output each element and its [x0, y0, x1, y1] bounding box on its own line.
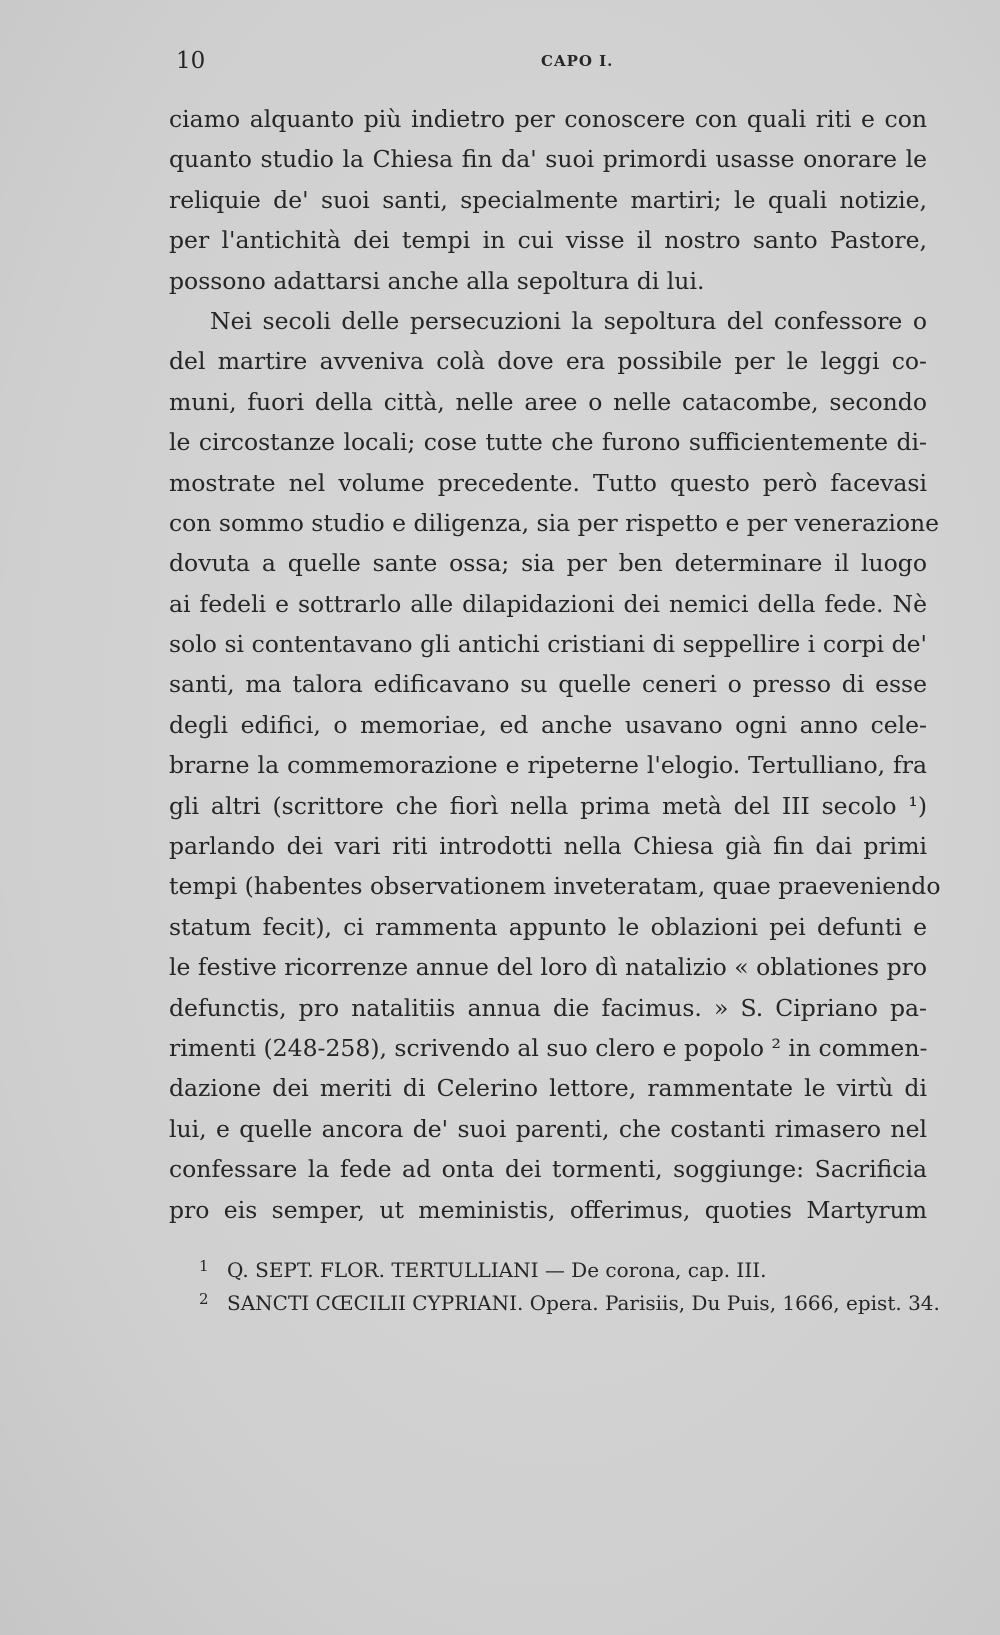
running-head: CAPO I. — [541, 52, 614, 70]
page-number: 10 — [176, 48, 206, 74]
text-line: statum fecit), ci rammenta appunto le oblazioni pei defunti e — [169, 912, 927, 941]
text-line: tempi (habentes observationem inveteratam, quae praeveniendo — [169, 872, 941, 901]
footnote-text: SANCTI CŒCILII CYPRIANI. Opera. Parisiis, Du Puis, 1666, epist. 34. — [227, 1291, 940, 1315]
text-line: santi, ma talora edificavano su quelle ceneri o presso di esse — [169, 670, 927, 699]
text-line: dovuta a quelle sante ossa; sia per ben determinare il luogo — [169, 549, 927, 578]
text-line: gli altri (scrittore che fiorì nella prima metà del III secolo ¹) — [169, 791, 927, 820]
text-line: reliquie de' suoi santi, specialmente martiri; le quali notizie, — [169, 185, 927, 214]
text-line: rimenti (248-258), scrivendo al suo clero e popolo ² in commen- — [169, 1033, 928, 1062]
text-line: solo si contentavano gli antichi cristiani di seppellire i corpi de' — [169, 630, 927, 659]
text-line: quanto studio la Chiesa fin da' suoi primordi usasse onorare le — [169, 145, 927, 174]
text-line: defunctis, pro natalitiis annua die facimus. » S. Cipriano pa- — [169, 993, 927, 1022]
text-line: del martire avveniva colà dove era possibile per le leggi co- — [169, 347, 927, 376]
text-line: con sommo studio e diligenza, sia per rispetto e per venerazione — [169, 508, 940, 537]
footnotes — [169, 1250, 940, 1316]
text-line: ciamo alquanto più indietro per conoscere con quali riti e con — [169, 105, 927, 133]
text-line: lui, e quelle ancora de' suoi parenti, che costanti rimasero nel — [169, 1114, 927, 1143]
footnote — [169, 1283, 940, 1316]
text-line: confessare la fede ad onta dei tormenti, soggiunge: Sacrificia — [169, 1155, 927, 1184]
text-line: brarne la commemorazione e ripeterne l'elogio. Tertulliano, fra — [169, 751, 927, 780]
text-line: pro eis semper, ut meministis, offerimus, quoties Martyrum — [169, 1195, 927, 1224]
footnote-mark: 2 — [199, 1290, 209, 1308]
footnote-mark: 1 — [199, 1257, 209, 1275]
body-text — [169, 99, 941, 1230]
text-line: Nei secoli delle persecuzioni la sepoltura del confessore o — [210, 306, 927, 335]
text-line: parlando dei vari riti introdotti nella Chiesa già fin dai primi — [169, 832, 927, 861]
text-line: degli edifici, o memoriae, ed anche usavano ogni anno cele- — [169, 710, 927, 739]
footnote-text: Q. SEPT. FLOR. TERTULLIANI — De corona, cap. III. — [227, 1258, 767, 1282]
text-line: le circostanze locali; cose tutte che furono sufficientemente di- — [169, 428, 927, 457]
text-line: mostrate nel volume precedente. Tutto questo però facevasi — [169, 468, 927, 497]
text-line: muni, fuori della città, nelle aree o nelle catacombe, secondo — [169, 387, 927, 416]
text-line: le festive ricorrenze annue del loro dì natalizio « oblationes pro — [169, 953, 927, 982]
text-line: per l'antichità dei tempi in cui visse il nostro santo Pastore, — [169, 226, 927, 255]
text-line: ai fedeli e sottrarlo alle dilapidazioni dei nemici della fede. Nè — [169, 589, 927, 618]
text-line: dazione dei meriti di Celerino lettore, rammentate le virtù di — [169, 1074, 927, 1103]
text-line: possono adattarsi anche alla sepoltura di lui. — [169, 266, 705, 295]
footnote — [169, 1250, 927, 1283]
